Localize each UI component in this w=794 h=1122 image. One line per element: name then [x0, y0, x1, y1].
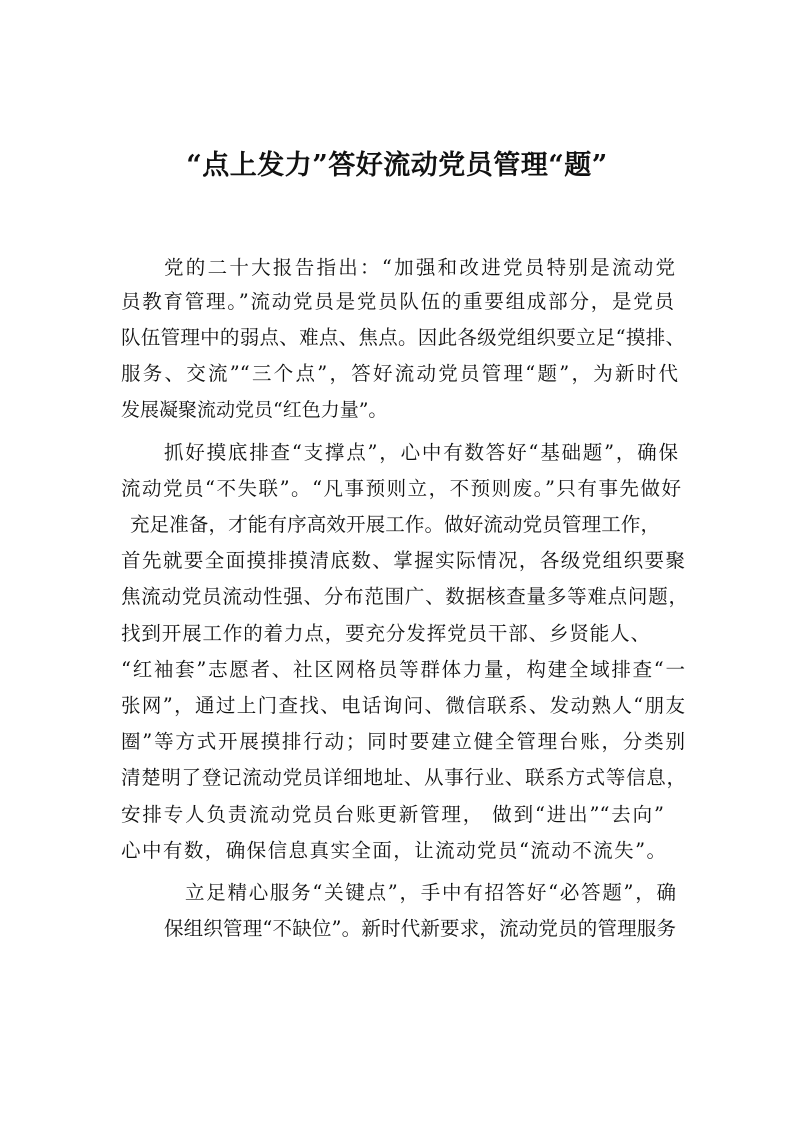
- text-line: 党的二十大报告指出：“加强和改进党员特别是流动党: [164, 256, 675, 279]
- text-line: 充足准备，才能有序高效开展工作。做好流动党员管理工作，: [130, 513, 660, 536]
- text-line: 立足精心服务“关键点”，手中有招答好“必答题”，确: [185, 881, 676, 904]
- text-line: 流动党员“不失联”。“凡事预则立，不预则废。”只有事先做好: [121, 477, 681, 500]
- text-line: 发展凝聚流动党员“红色力量”。: [121, 399, 388, 421]
- document-title: “点上发力”答好流动党员管理“题”: [186, 150, 608, 181]
- text-line: 找到开展工作的着力点，要充分发挥党员干部、乡贤能人、: [121, 622, 650, 645]
- text-line: 安排专人负责流动党员台账更新管理， 做到“进出”“去向”: [121, 803, 664, 826]
- text-line: 焦流动党员流动性强、分布范围广、数据核查量多等难点问题，: [121, 585, 688, 608]
- text-line: 清楚明了登记流动党员详细地址、从事行业、联系方式等信息，: [121, 766, 686, 789]
- text-line: 圈”等方式开展摸排行动；同时要建立健全管理台账，分类别: [121, 730, 685, 753]
- text-line: 保组织管理“不缺位”。新时代新要求，流动党员的管理服务: [164, 917, 676, 940]
- text-line: 员教育管理。”流动党员是党员队伍的重要组成部分，是党员: [121, 290, 674, 313]
- text-line: 心中有数，确保信息真实全面，让流动党员“流动不流失”。: [121, 839, 666, 862]
- text-line: 张网”，通过上门查找、电话询问、微信联系、发动熟人“朋友: [121, 694, 685, 717]
- text-line: 服务、交流”“三个点”，答好流动党员管理“题”，为新时代: [121, 362, 678, 385]
- text-line: “红袖套”志愿者、社区网格员等群体力量，构建全域排查“一: [121, 658, 685, 681]
- text-line: 首先就要全面摸排摸清底数、掌握实际情况，各级党组织要聚: [121, 549, 685, 572]
- text-line: 抓好摸底排查“支撑点”，心中有数答好“基础题”，确保: [164, 441, 678, 464]
- text-line: 队伍管理中的弱点、难点、焦点。因此各级党组织要立足“摸排、: [121, 326, 685, 349]
